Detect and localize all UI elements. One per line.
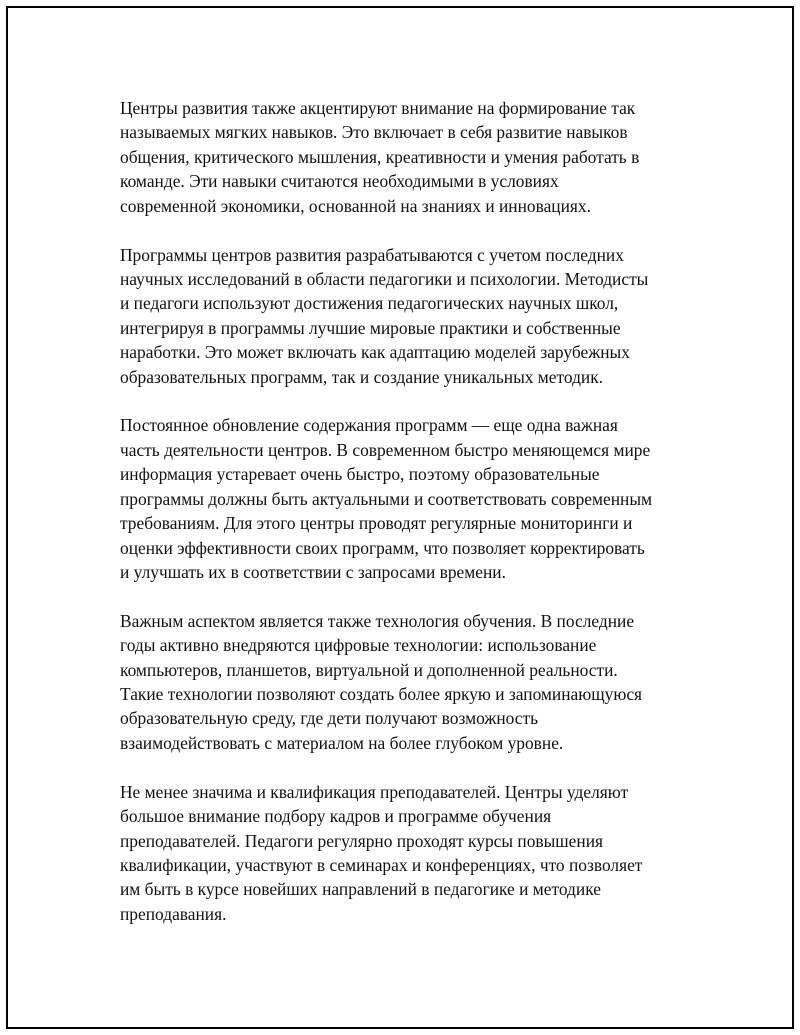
- document-body: [120, 96, 690, 926]
- document-page: [6, 6, 794, 1029]
- paragraph-1: Центры развития также акцентируют внимание на формирование так называемых мягких навыков. Это включает в себя развитие навыков общения, критического мышления, креативности и умения работать в команде. Эти навыки считаются необходимыми в условиях современной экономики, основанной на знаниях и инновациях.: [120, 98, 640, 216]
- paragraph-2: Программы центров развития разрабатываются с учетом последних научных исследований в области педагогики и психологии. Методисты и педагоги используют достижения педагогических научных школ, интегрируя в программы лучшие мировые практики и собственные наработки. Это может включать как адаптацию моделей зарубежных образовательных программ, так и создание уникальных методик.: [120, 244, 649, 387]
- paragraph-3: Постоянное обновление содержания программ — еще одна важная часть деятельности центров. В современном быстро меняющемся мире информация устаревает очень быстро, поэтому образовательные программы должны быть актуальными и соответствовать современным требованиям. Для этого центры проводят регулярные мониторинги и оценки эффективности своих программ, что позволяет корректировать и улучшать их в соответствии с запросами времени.: [120, 415, 653, 582]
- paragraph-5: Не менее значима и квалификация преподавателей. Центры уделяют большое внимание подбору кадров и программе обучения преподавателей. Педагоги регулярно проходят курсы повышения квалификации, участвуют в семинарах и конференциях, что позволяет им быть в курсе новейших направлений в педагогике и методике преподавания.: [120, 781, 643, 924]
- paragraph-4: Важным аспектом является также технология обучения. В последние годы активно внедряются цифровые технологии: использование компьютеров, планшетов, виртуальной и дополненной реальности. Такие технологии позволяют создать более яркую и запоминающуюся образовательную среду, где дети получают возможность взаимодействовать с материалом на более глубоком уровне.: [120, 610, 643, 753]
